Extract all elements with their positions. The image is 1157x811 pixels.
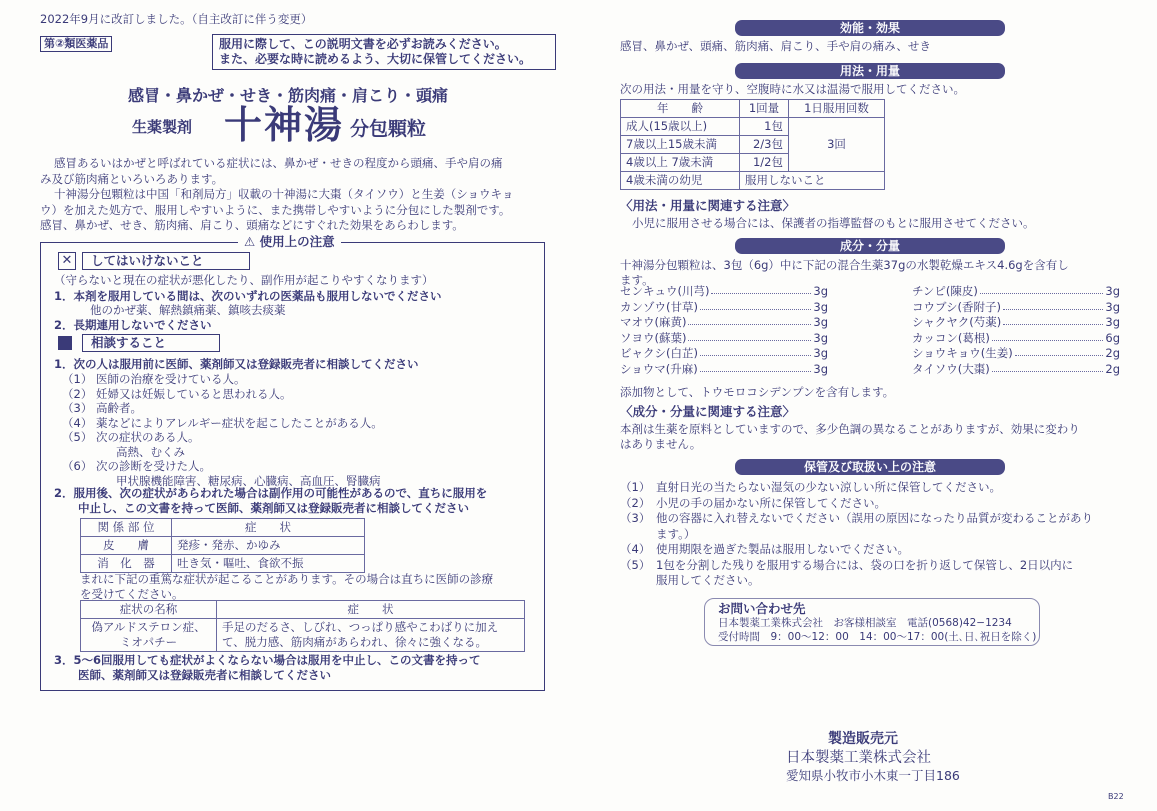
- table-header: 1回量: [740, 100, 789, 118]
- table-cell: 吐き気・嘔吐、食欲不振: [172, 555, 365, 573]
- ingredient-row: [620, 331, 828, 345]
- consult-sub-item: （6） 次の診断を受けた人。: [62, 459, 211, 473]
- dosage-related-title: 〈用法・用量に関連する注意〉: [620, 198, 796, 213]
- table-cell: [217, 619, 525, 652]
- consult-sub-item: （2） 妊婦又は妊娠していると思われる人。: [62, 386, 292, 401]
- intro-line: ウ）を加えた処方で、服用しやすいように、また携帯しやすいように分包にした製剤です。: [40, 202, 511, 217]
- cell-line: 手足のだるさ、しびれ、つっぱり感やこわばりに加え: [222, 620, 499, 634]
- dosage-header: 用法・用量: [735, 63, 1005, 79]
- storage-item: [620, 527, 1093, 543]
- notice-line: 服用に際して、この説明文書を必ずお読みください。: [219, 37, 507, 51]
- efficacy-header: 効能・効果: [735, 20, 1005, 36]
- storage-list: [620, 480, 1093, 589]
- table-cell: 3回: [789, 118, 885, 172]
- product-name: 十神湯: [224, 103, 345, 147]
- dont-note: （守らないと現在の症状が悪化したり、副作用が起こりやすくなります）: [54, 273, 434, 287]
- storage-item: [620, 542, 1093, 558]
- ingredient-name: チンピ(陳皮): [912, 284, 978, 298]
- dont-item-1: 1．本剤を服用している間は、次のいずれの医薬品も服用しないでください: [54, 289, 442, 303]
- ingredient-name: コウブシ(香附子): [912, 299, 1002, 314]
- table-row: [81, 519, 365, 537]
- cell-line: て、脱力感、筋肉痛があらわれ、徐々に強くなる。: [222, 635, 487, 649]
- additive-text: 添加物として、トウモロコシデンプンを含有します。: [620, 385, 895, 399]
- ingredient-name: ショウキョウ(生姜): [912, 346, 1013, 360]
- leader-dots: [700, 346, 811, 356]
- ingredient-name: タイソウ(大棗): [912, 361, 990, 376]
- cell-line: ミオパチー: [119, 635, 178, 649]
- ingredients-line: 十神湯分包顆粒は、3包（6g）中に下記の混合生薬37gの水製乾燥エキス4.6gを含有し: [620, 258, 1069, 272]
- consult-sub-item: 高熱、むくみ: [116, 444, 185, 459]
- ingredient-amount: 3g: [813, 284, 828, 298]
- table-cell: 7歳以上15歳未満: [621, 136, 740, 154]
- table-row: [621, 118, 885, 136]
- caution-title: [238, 234, 341, 250]
- ingredient-row: [912, 315, 1120, 329]
- leader-dots: [1015, 346, 1104, 356]
- contact-line-2: 受付時間 9：00〜12：00 14：00〜17：00(土､日､祝日を除く): [718, 631, 1037, 643]
- leader-dots: [980, 284, 1103, 294]
- consult-sub-list: [62, 372, 383, 488]
- table-row: [81, 619, 525, 652]
- table-row: [81, 555, 365, 573]
- contact-title: お問い合わせ先: [718, 601, 806, 616]
- table-row: [621, 172, 885, 190]
- ingredient-row: [912, 284, 1120, 298]
- ingredients-line: ます。: [620, 272, 654, 287]
- ingredient-amount: 3g: [813, 315, 828, 329]
- ingredient-row: [620, 300, 828, 314]
- consult-sub-item: （4） 薬などによりアレルギー症状を起こしたことがある人。: [62, 415, 383, 430]
- consult-item-1: 1．次の人は服用前に医師、薬剤師又は登録販売者に相談してください: [54, 357, 419, 371]
- table-cell: 1/2包: [740, 154, 789, 172]
- leader-dots: [992, 331, 1104, 341]
- table-row: [81, 537, 365, 555]
- intro-line: 感冒あるいはかぜと呼ばれている症状には、鼻かぜ・せきの程度から頭痛、手や肩の痛: [54, 156, 503, 170]
- maker-address: 愛知県小牧市小木東一丁目186: [786, 768, 960, 783]
- ingredient-amount: 3g: [813, 361, 828, 376]
- consult-item-2-line: 2．服用後、次の症状があらわれた場合は副作用の可能性があるので、直ちに服用を: [54, 486, 488, 500]
- ingredient-amount: 3g: [813, 330, 828, 345]
- dont-item-1-detail: 他のかぜ薬、解熱鎮痛薬、鎮咳去痰薬: [90, 303, 286, 317]
- ingredient-row: [912, 362, 1120, 376]
- ingredient-row: [912, 300, 1120, 314]
- storage-item: [620, 511, 1093, 527]
- leader-dots: [992, 362, 1104, 372]
- intro-line: 十神湯分包顆粒は中国「和剤局方」収載の十神湯に大棗（タイソウ）と生姜（ショウキョ: [54, 187, 514, 201]
- intro-line: 感冒、鼻かぜ、せき、筋肉痛、肩こり、頭痛などにすぐれた効果をあらわします。: [40, 218, 464, 232]
- storage-item-number: （1）: [620, 480, 651, 494]
- table-cell: [81, 619, 217, 652]
- ingredient-row: [620, 346, 828, 360]
- warning-icon: ⚠: [244, 234, 256, 249]
- efficacy-text: 感冒、鼻かぜ、頭痛、筋肉痛、肩こり、手や肩の痛み、せき: [620, 39, 931, 53]
- intro-text: [40, 156, 550, 234]
- table-cell: 発疹・発赤、かゆみ: [172, 537, 365, 555]
- table-cell: 4歳未満の幼児: [621, 172, 740, 190]
- ingredient-amount: 3g: [813, 346, 828, 360]
- ingredient-row: [620, 315, 828, 329]
- category-badge: 第②類医薬品: [40, 36, 112, 52]
- maker-name: 日本製薬工業株式会社: [786, 750, 931, 766]
- leader-dots: [688, 331, 811, 341]
- table-header: 症 状: [217, 601, 525, 619]
- revision-note: 2022年9月に改訂しました。（自主改訂に伴う変更）: [40, 12, 313, 26]
- rare-note-line: を受けてください。: [80, 586, 184, 601]
- leader-dots: [688, 315, 811, 325]
- ingredient-name: シャクヤク(芍薬): [912, 315, 1002, 329]
- indication-header: 感冒・鼻かぜ・せき・筋肉痛・肩こり・頭痛: [128, 86, 449, 105]
- consult-item-2: [54, 486, 487, 516]
- storage-item-number: （2）: [620, 495, 651, 510]
- dont-item-2: 2．長期連用しないでください: [54, 318, 212, 332]
- table-cell: 成人(15歳以上): [621, 118, 740, 136]
- ingredient-amount: 2g: [1105, 346, 1120, 360]
- table-header: 関 係 部 位: [81, 519, 172, 537]
- storage-item-text: 使用期限を過ぎた製品は服用しないでください。: [656, 542, 909, 556]
- consult-sub-item: （1） 医師の治療を受けている人。: [62, 372, 246, 386]
- consult-sub-item: （5） 次の症状のある人。: [62, 430, 200, 444]
- table-header: 年 齢: [621, 100, 740, 118]
- maker-label: 製造販売元: [828, 731, 898, 747]
- consult-item-3: [54, 653, 481, 683]
- rare-note: [80, 572, 493, 601]
- ingredient-name: ソヨウ(蘇葉): [620, 330, 687, 345]
- storage-item-text: ます。）: [656, 526, 696, 541]
- table-cell: 1包: [740, 118, 789, 136]
- storage-item: [620, 496, 1093, 512]
- table-row: [621, 100, 885, 118]
- product-prefix: 生薬製剤: [132, 118, 193, 136]
- leader-dots: [700, 362, 812, 372]
- table-header: 症 状: [172, 519, 365, 537]
- caution-title-text: 使用上の注意: [259, 234, 335, 249]
- leader-dots: [1003, 300, 1103, 310]
- ingredient-amount: 3g: [1105, 284, 1120, 298]
- leader-dots: [711, 284, 811, 294]
- dont-title: してはいけないこと: [82, 252, 250, 270]
- ingredient-amount: 6g: [1105, 330, 1120, 345]
- storage-item: [620, 573, 1093, 589]
- serious-symptom-table: [80, 600, 525, 652]
- ingredients-text: [620, 258, 1069, 287]
- storage-item: [620, 558, 1093, 574]
- notice-line: また、必要な時に読めるよう、大切に保管してください。: [219, 52, 532, 66]
- dosage-related-text: 小児に服用させる場合には、保護者の指導監督のもとに服用させてください。: [632, 216, 1035, 230]
- product-suffix: 分包顆粒: [350, 118, 427, 140]
- storage-item-number: [620, 573, 656, 589]
- related-line: はありません。: [620, 437, 702, 451]
- consult-item-2-line: 中止し、この文書を持って医師、薬剤師又は登録販売者に相談してください: [78, 501, 469, 515]
- consult-title: 相談すること: [82, 334, 220, 352]
- storage-item-number: （3）: [620, 511, 651, 525]
- ingredient-amount: 2g: [1105, 361, 1120, 376]
- ingredient-name: ショウマ(升麻): [620, 361, 698, 376]
- storage-item-number: [620, 527, 656, 543]
- ingredient-row: [620, 362, 828, 376]
- document-code: B22: [1108, 792, 1124, 801]
- ingredient-row: [912, 331, 1120, 345]
- related-line: 本剤は生薬を原料としていますので、多少色調の異なることがありますが、効果に変わり: [620, 422, 1080, 436]
- storage-item-text: 1包を分割した残りを服用する場合には、袋の口を折り返して保管し、2日以内に: [656, 557, 1074, 572]
- table-header: 1日服用回数: [789, 100, 885, 118]
- intro-line: み及び筋肉痛といろいろあります。: [40, 171, 224, 186]
- ingredients-related-title: 〈成分・分量に関連する注意〉: [620, 404, 796, 419]
- ingredients-related-text: [620, 422, 1080, 452]
- contact-line-1: 日本製薬工業株式会社 お客様相談室 電話(0568)42−1234: [718, 617, 1012, 629]
- storage-item-number: （4）: [620, 542, 651, 556]
- table-cell: 皮 膚: [81, 537, 172, 555]
- storage-item-number: （5）: [620, 557, 651, 572]
- ingredient-amount: 3g: [813, 299, 828, 314]
- storage-item-text: 他の容器に入れ替えないでください（誤用の原因になったり品質が変わることがあり: [656, 511, 1093, 525]
- leader-dots: [1003, 315, 1103, 325]
- consult-item-3-line: 3．5〜6回服用しても症状がよくならない場合は服用を中止し、この文書を持って: [54, 653, 481, 667]
- side-effect-table: [80, 518, 365, 573]
- consult-icon: [58, 336, 72, 350]
- read-notice-box: [212, 34, 556, 70]
- rare-note-line: まれに下記の重篤な症状が起こることがあります。その場合は直ちに医師の診療: [80, 572, 494, 586]
- ingredient-name: カッコン(葛根): [912, 330, 990, 345]
- storage-item: [620, 480, 1093, 496]
- ingredient-amount: 3g: [1105, 315, 1120, 329]
- table-cell: 消 化 器: [81, 555, 172, 573]
- table-cell: 服用しないこと: [740, 172, 885, 190]
- consult-item-3-line: 医師、薬剤師又は登録販売者に相談してください: [78, 668, 331, 682]
- storage-item-text: 直射日光の当たらない湿気の少ない涼しい所に保管してください。: [656, 480, 1001, 494]
- table-row: [81, 601, 525, 619]
- ingredient-name: カンゾウ(甘草): [620, 299, 698, 314]
- table-cell: 4歳以上 7歳未満: [621, 154, 740, 172]
- table-cell: 2/3包: [740, 136, 789, 154]
- ingredient-amount: 3g: [1105, 299, 1120, 314]
- cell-line: 偽アルドステロン症、: [91, 620, 206, 634]
- storage-item-text: 小児の手の届かない所に保管してください。: [656, 495, 886, 510]
- ingredient-name: マオウ(麻黄): [620, 315, 687, 329]
- ingredient-name: センキュウ(川芎): [620, 284, 710, 298]
- storage-header: 保管及び取扱い上の注意: [735, 459, 1005, 475]
- dosage-table: [620, 99, 885, 190]
- prohibited-icon: ✕: [58, 252, 76, 270]
- ingredients-header: 成分・分量: [735, 238, 1005, 254]
- ingredient-name: ビャクシ(白芷): [620, 346, 698, 360]
- consult-sub-item: （3） 高齢者。: [62, 401, 142, 415]
- table-header: 症状の名称: [81, 601, 217, 619]
- ingredient-row: [620, 284, 828, 298]
- consult-sub-item: 甲状腺機能障害、糖尿病、心臓病、高血圧、腎臓病: [116, 473, 381, 488]
- dosage-text: 次の用法・用量を守り、空腹時に水又は温湯で服用してください。: [620, 82, 965, 96]
- ingredient-row: [912, 346, 1120, 360]
- storage-item-text: 服用してください。: [656, 573, 760, 587]
- leader-dots: [700, 300, 811, 310]
